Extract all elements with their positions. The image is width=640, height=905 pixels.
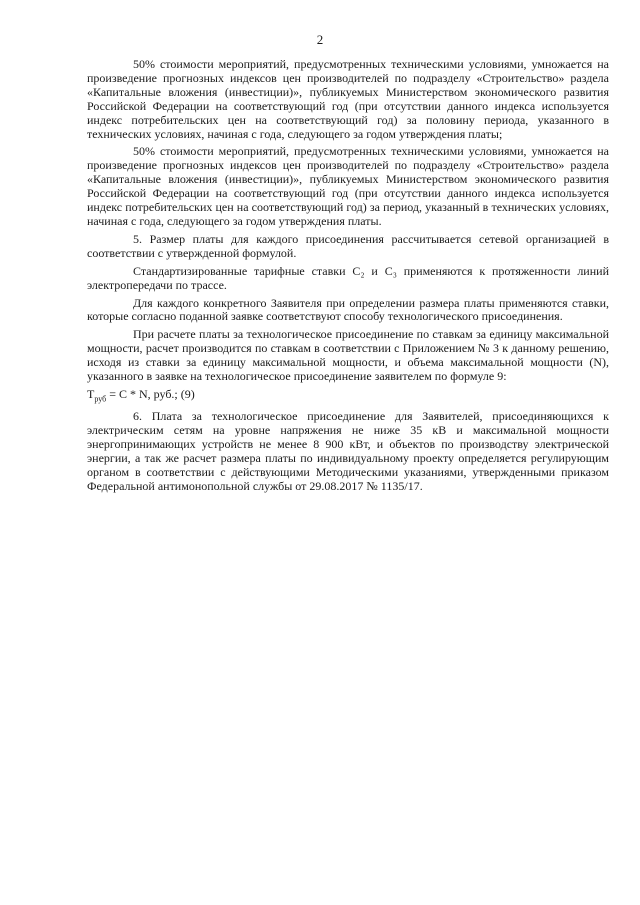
formula-lhs: T [87, 386, 95, 401]
paragraph-cost-half-period: 50% стоимости мероприятий, предусмотренных техническими условиями, умножается на произведение прогнозных индексов цен производителей по подразделу «Строительство» раздела «Капитальные вложения (инвестиции)», публикуемых Министерством экономического развития Российской Федерации на соответствующий год (при отсутствии данного индекса используется индекс потребительских цен на соответствующий год) за половину периода, указанного в технических условиях, начиная с года, следующего за годом утверждения платы; [87, 57, 609, 141]
formula-9 [87, 388, 609, 406]
page-number: 2 [316, 32, 324, 47]
paragraph-capacity-calculation: При расчете платы за технологическое присоединение по ставкам за единицу максимальной мощности, расчет производится по ставкам в соответствии с Приложением № 3 к данному решению, исходя из ставки за единицу максимальной мощности, и объема максимальной мощности (N), указанного в заявке на технологическое присоединение заявителем по формуле 9: [87, 327, 609, 384]
paragraph-cost-full-period: 50% стоимости мероприятий, предусмотренных техническими условиями, умножается на произведение прогнозных индексов цен производителей по подразделу «Строительство» раздела «Капитальные вложения (инвестиции)», публикуемых Министерством экономического развития Российской Федерации на соответствующий год (при отсутствии данного индекса используется индекс потребительских цен на соответствующий год) за период, указанный в технических условиях, начиная с года, следующего за годом утверждения платы. [87, 144, 609, 228]
formula-rhs: = С * N, руб.; (9) [106, 386, 195, 401]
paragraph-rate-selection: Для каждого конкретного Заявителя при определении размера платы применяются ставки, которые согласно поданной заявке соответствуют способу технологического присоединения. [87, 295, 609, 324]
paragraph-fee-calculation: 5. Размер платы для каждого присоединения рассчитывается сетевой организацией в соответствии с утвержденной формулой. [87, 231, 609, 260]
document-body [87, 58, 609, 494]
formula-subscript: руб [94, 394, 107, 404]
paragraph-tariff-rates: Стандартизированные тарифные ставки С₂ и С₃ применяются к протяженности линий электропередачи по трассе. [87, 263, 609, 292]
paragraph-individual-project: 6. Плата за технологическое присоединение для Заявителей, присоединяющихся к электрическим сетям на уровне напряжения не ниже 35 кВ и максимальной мощности энергопринимающих устройств не менее 8 900 кВт, и объектов по производству электрической энергии, а так же расчет размера платы по индивидуальному проекту определяется регулирующим органом в соответствии с действующими Методическими указаниями, утвержденными приказом Федеральной антимонопольной службы от 29.08.2017 № 1135/17. [87, 409, 609, 493]
